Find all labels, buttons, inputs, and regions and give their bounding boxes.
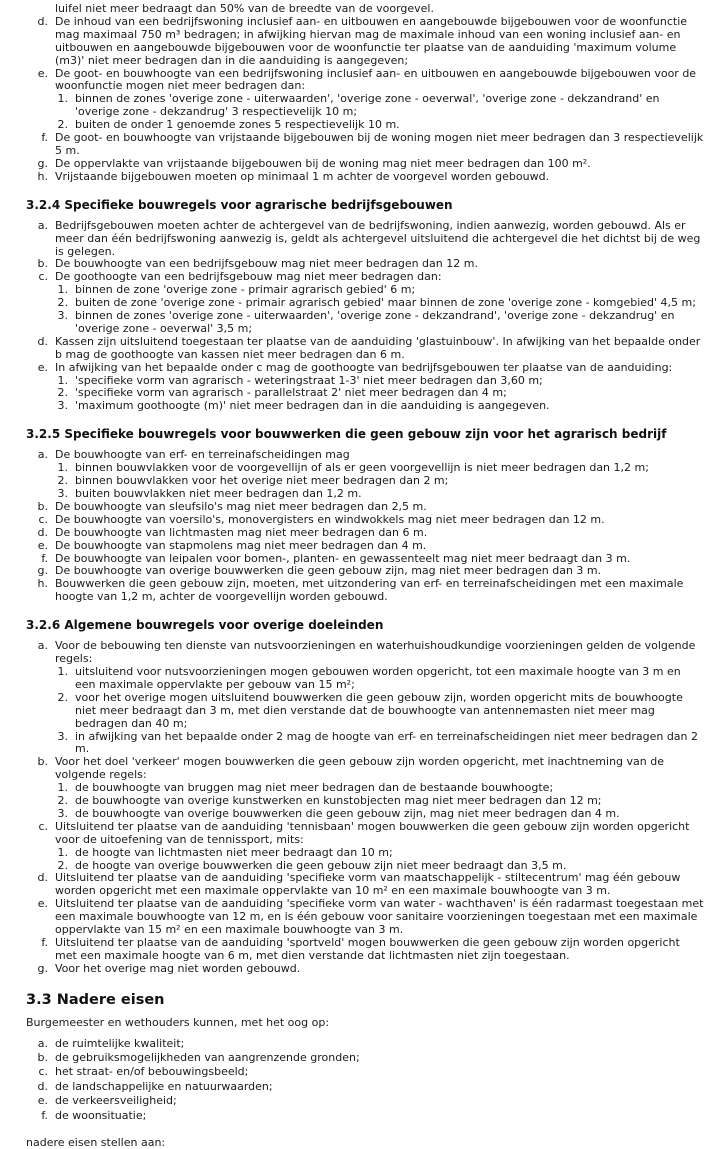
list-item: [0, 68, 704, 94]
list-item-text: De bouwhoogte van leipalen voor bomen-, planten- en gewassenteelt mag niet meer bedraagt dan 3 m.: [55, 551, 631, 565]
list: [0, 640, 704, 976]
list-item-text: Uitsluitend ter plaatse van de aanduiding 'specifieke vorm van water - wachthaven' is één radarmast toegestaan met een maximale bouwhoogte van 12 m, en is één gebouw voor sanitaire voorzieningen toegestaan met een maximale oppervlakte van 15 m² en een maximale bouwhoogte van 3 m.: [55, 897, 704, 937]
list-item-text: De bouwhoogte van een bedrijfsgebouw mag niet meer bedragen dan 12 m.: [55, 257, 478, 271]
list-item: [0, 1066, 704, 1079]
list-item-text: uitsluitend voor nutsvoorzieningen mogen gebouwen worden opgericht, tot een maximale hoogte van 3 m en een maximale oppervlakte per gebouw van 15 m²;: [75, 664, 681, 691]
list-item: [0, 220, 704, 259]
list-marker: 2.: [57, 386, 68, 400]
list-marker: 1.: [57, 283, 68, 297]
list-item: [0, 640, 704, 666]
paragraph: Burgemeester en wethouders kunnen, met het oog op:: [26, 1015, 330, 1029]
list-marker: h.: [37, 169, 48, 183]
list-item-text: Vrijstaande bijgebouwen moeten op minimaal 1 m achter de voorgevel worden gebouwd.: [55, 169, 550, 183]
list-item: [0, 336, 704, 362]
list-item: [0, 963, 704, 976]
list-item-text: Kassen zijn uitsluitend toegestaan ter plaatse van de aanduiding 'glastuinbouw'. In afwijking van het bepaalde onder b mag de goothoogte van kassen niet meer bedragen dan 6 m.: [55, 334, 701, 361]
list-item-text: de landschappelijke en natuurwaarden;: [55, 1079, 273, 1093]
list-marker: b.: [37, 499, 48, 513]
list: [0, 220, 704, 414]
list-item: [0, 937, 704, 963]
list-marker: e.: [37, 1094, 48, 1108]
list-marker: 1.: [57, 373, 68, 387]
list-marker: 2.: [57, 474, 68, 488]
list-item-text: Uitsluitend ter plaatse van de aanduiding 'specifieke vorm van maatschappelijk - stiltecentrum' mag één gebouw worden opgericht met een maximale oppervlakte van 10 m² en een maximale bouwhoogte van 3 m.: [55, 871, 681, 898]
list-item-text: 'maximum goothoogte (m)' niet meer bedragen dan in die aanduiding is aangegeven.: [75, 399, 550, 413]
list-marker: d.: [37, 871, 48, 885]
list-marker: b.: [37, 755, 48, 769]
list-marker: f.: [41, 1108, 48, 1122]
list-marker: c.: [38, 512, 48, 526]
list-marker: g.: [37, 156, 48, 170]
list-marker: 1.: [57, 781, 68, 795]
list-item-text: Bouwwerken die geen gebouw zijn, moeten, met uitzondering van erf- en terreinafscheidingen met een maximale hoogte van 1,2 m, achter de voorgevellijn worden gebouwd.: [55, 577, 684, 604]
list-item-text: de bouwhoogte van overige bouwwerken die geen gebouw zijn, mag niet meer bedragen dan 4 m.: [75, 806, 620, 820]
list-marker: 2.: [57, 118, 68, 132]
list-item: [0, 171, 704, 184]
list-marker: b.: [37, 257, 48, 271]
list-item: [0, 132, 704, 158]
list-marker: 2.: [57, 794, 68, 808]
list-marker: g.: [37, 961, 48, 975]
list: [0, 3, 704, 184]
list-item: [0, 310, 704, 336]
list-item: [0, 692, 704, 731]
list-marker: 2.: [57, 690, 68, 704]
list-item-text: binnen bouwvlakken voor het overige niet meer bedragen dan 2 m;: [75, 474, 449, 488]
list-marker: d.: [37, 525, 48, 539]
list-item-text: De bouwhoogte van stapmolens mag niet meer bedragen dan 4 m.: [55, 538, 427, 552]
list-marker: b.: [37, 1051, 48, 1065]
section-heading: 3.2.4 Specifieke bouwregels voor agrarische bedrijfsgebouwen: [26, 197, 453, 212]
list-item-text: de hoogte van lichtmasten niet meer bedraagt dan 10 m;: [75, 845, 393, 859]
list-item-text: Bedrijfsgebouwen moeten achter de achtergevel van de bedrijfswoning, indien aanwezig, worden gebouwd. Als er meer dan één bedrijfswoning aanwezig is, geldt als achtergevel uitsluitend die achtergevel die het dichtst bij de weg is gelegen.: [55, 218, 701, 258]
list-marker: 2.: [57, 296, 68, 310]
list: [0, 1038, 704, 1123]
list-marker: 3.: [57, 806, 68, 820]
list-item: [0, 93, 704, 119]
list-item-text: buiten de zone 'overige zone - primair agrarisch gebied' maar binnen de zone 'overige zone - komgebied' 4,5 m;: [75, 296, 696, 310]
list-marker: 3.: [57, 309, 68, 323]
list-marker: e.: [37, 360, 48, 374]
list: [0, 449, 704, 604]
list-item: [0, 1095, 704, 1108]
list-marker: 1.: [57, 845, 68, 859]
list-marker: d.: [37, 14, 48, 28]
list-marker: c.: [38, 1065, 48, 1079]
list-item-text: buiten de onder 1 genoemde zones 5 respectievelijk 10 m.: [75, 118, 400, 132]
list-item-text: 'specifieke vorm van agrarisch - weteringstraat 1-3' niet meer bedragen dan 3,60 m;: [75, 373, 543, 387]
list-marker: a.: [37, 218, 48, 232]
list-item-text: In afwijking van het bepaalde onder c mag de goothoogte van bedrijfsgebouwen ter plaatse van de aanduiding:: [55, 360, 673, 374]
list-item: [0, 1081, 704, 1094]
list-item-text: binnen de zones 'overige zone - uiterwaarden', 'overige zone - oeverwal', 'overige zone - dekzandrand' en 'overige zone - dekzandrug' 3 respectievelijk 10 m;: [75, 92, 660, 119]
list-marker: e.: [37, 66, 48, 80]
list-item-text: de woonsituatie;: [55, 1108, 147, 1122]
list-marker: 2.: [57, 858, 68, 872]
list-marker: c.: [38, 819, 48, 833]
list-item-text: De oppervlakte van vrijstaande bijgebouwen bij de woning mag niet meer bedragen dan 100 m².: [55, 156, 591, 170]
list-item: [0, 898, 704, 937]
list-item: [0, 872, 704, 898]
section-heading: 3.2.6 Algemene bouwregels voor overige doeleinden: [26, 618, 384, 633]
list-marker: e.: [37, 538, 48, 552]
list-item-text: 'specifieke vorm van agrarisch - parallelstraat 2' niet meer bedragen dan 4 m;: [75, 386, 507, 400]
list-item-text: de ruimtelijke kwaliteit;: [55, 1036, 185, 1050]
list-item: [0, 1110, 704, 1123]
list-item-text: De bouwhoogte van sleufsilo's mag niet meer bedragen dan 2,5 m.: [55, 499, 427, 513]
list-item: [0, 731, 704, 757]
section-heading: 3.2.5 Specifieke bouwregels voor bouwwerken die geen gebouw zijn voor het agrarisch bedrijf: [26, 427, 667, 442]
list-marker: h.: [37, 577, 48, 591]
list-marker: 1.: [57, 92, 68, 106]
list-item-text: Voor de bebouwing ten dienste van nutsvoorzieningen en waterhuishoudkundige voorzieningen gelden de volgende regels:: [55, 639, 696, 666]
list-item-text: de bouwhoogte van overige kunstwerken en kunstobjecten mag niet meer bedragen dan 12 m;: [75, 794, 602, 808]
list-item-text: binnen de zones 'overige zone - uiterwaarden', 'overige zone - dekzandrand', 'overige zone - dekzandrug' en 'overige zone - oeverwal' 3,5 m;: [75, 309, 675, 335]
list-marker: 3.: [57, 399, 68, 413]
list-marker: 3.: [57, 487, 68, 500]
list-item-text: Voor het overige mag niet worden gebouwd.: [55, 961, 301, 975]
list-item-text: binnen de zone 'overige zone - primair agrarisch gebied' 6 m;: [75, 283, 416, 297]
list-item-text: De bouwhoogte van voersilo's, monovergisters en windwokkels mag niet meer bedragen dan 12 m.: [55, 512, 605, 526]
list-item: [0, 1052, 704, 1065]
list-marker: f.: [41, 551, 48, 565]
list-item: [0, 666, 704, 692]
list-marker: a.: [37, 448, 48, 462]
list-item-text: het straat- en/of bebouwingsbeeld;: [55, 1065, 249, 1079]
list-item-text: De goothoogte van een bedrijfsgebouw mag niet meer bedragen dan:: [55, 270, 442, 284]
list-item-text: De bouwhoogte van overige bouwwerken die geen gebouw zijn, mag niet meer bedragen dan 3 m.: [55, 564, 602, 578]
list-item: [0, 756, 704, 782]
list-marker: 1.: [57, 664, 68, 678]
list-item: [0, 400, 704, 413]
list-marker: d.: [37, 334, 48, 348]
list-item: [0, 578, 704, 604]
list-item-text: in afwijking van het bepaalde onder 2 mag de hoogte van erf- en terreinafscheidingen niet meer bedragen dan 2 m.: [75, 729, 699, 756]
list-item-text: De goot- en bouwhoogte van vrijstaande bijgebouwen bij de woning mogen niet meer bedragen dan 3 respectievelijk 5 m.: [55, 131, 704, 157]
list-item: [0, 821, 704, 847]
list-item-text: de bouwhoogte van bruggen mag niet meer bedragen dan de bestaande bouwhoogte;: [75, 781, 554, 795]
list-item-text: Uitsluitend ter plaatse van de aanduiding 'tennisbaan' mogen bouwwerken die geen gebouw zijn worden opgericht voor de uitoefening van de tennissport, mits:: [55, 819, 690, 846]
list-item-text: de gebruiksmogelijkheden van aangrenzende gronden;: [55, 1051, 360, 1065]
list-marker: f.: [41, 131, 48, 145]
list-item-text: de verkeersveiligheid;: [55, 1094, 177, 1108]
list-item-text: De goot- en bouwhoogte van een bedrijfswoning inclusief aan- en uitbouwen en aangebouwde bijgebouwen voor de woonfunctie mogen niet meer bedragen dan:: [55, 66, 697, 93]
list-item-text: Voor het doel 'verkeer' mogen bouwwerken die geen gebouw zijn worden opgericht, met inachtneming van de volgende regels:: [55, 755, 664, 782]
list-item-text: voor het overige mogen uitsluitend bouwwerken die geen gebouw zijn, worden opgericht mits de bouwhoogte niet meer bedraagt dan 3 m, met dien verstande dat de bouwhoogte van antennemasten niet meer mag bedragen dan 40 m;: [75, 690, 683, 730]
list-item: [0, 1038, 704, 1051]
list-item-text: De bouwhoogte van lichtmasten mag niet meer bedragen dan 6 m.: [55, 525, 428, 539]
list-marker: a.: [37, 639, 48, 653]
paragraph: nadere eisen stellen aan:: [26, 1135, 166, 1149]
list-marker: g.: [37, 564, 48, 578]
list-marker: f.: [41, 936, 48, 949]
list-marker: c.: [38, 270, 48, 284]
section-heading: 3.3 Nadere eisen: [26, 991, 165, 1008]
list-item-text: binnen bouwvlakken voor de voorgevellijn of als er geen voorgevellijn is niet meer bedragen dan 1,2 m;: [75, 461, 649, 475]
list-marker: a.: [37, 1036, 48, 1050]
list-item: [0, 16, 704, 68]
list-marker: 3.: [57, 729, 68, 743]
list-marker: e.: [37, 897, 48, 911]
list-item-text: Uitsluitend ter plaatse van de aanduiding 'sportveld' mogen bouwwerken die geen gebouw zijn worden opgericht met een maximale hoogte van 6 m, met dien verstande dat lichtmasten niet zijn toegestaan.: [55, 936, 680, 962]
list-item-text: luifel niet meer bedraagt dan 50% van de breedte van de voorgevel.: [55, 2, 434, 15]
list-marker: 1.: [57, 461, 68, 475]
list-marker: d.: [37, 1079, 48, 1093]
list-item-text: buiten bouwvlakken niet meer bedragen dan 1,2 m.: [75, 487, 362, 500]
list-item-text: de hoogte van overige bouwwerken die geen gebouw zijn niet meer bedraagt dan 3,5 m.: [75, 858, 567, 872]
list-item-text: De inhoud van een bedrijfswoning inclusief aan- en uitbouwen en aangebouwde bijgebouwen voor de woonfunctie mag maximaal 750 m³ bedragen; in afwijking hiervan mag de maximale inhoud van een woning inclusief aan- en uitbouwen en aangebouwde bijgebouwen voor de woonfunctie ter plaatse van de aanduiding 'maximum volume (m3)' niet meer bedragen dan in die aanduiding is aangegeven;: [55, 14, 688, 67]
list-item-text: De bouwhoogte van erf- en terreinafscheidingen mag: [55, 448, 350, 462]
